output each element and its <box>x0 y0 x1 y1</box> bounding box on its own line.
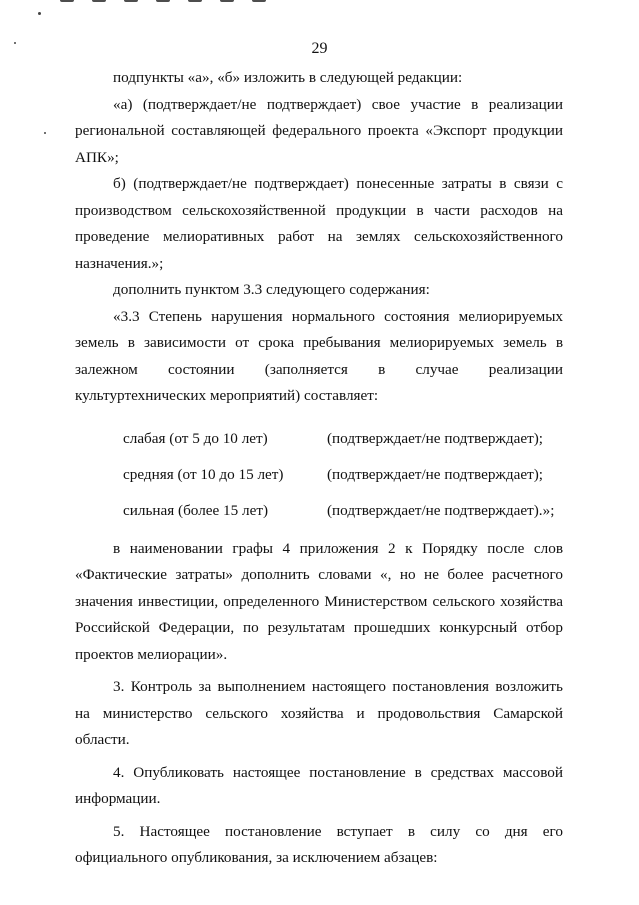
paragraph: в наименовании графы 4 приложения 2 к Порядку после слов «Фактические затраты» дополнить словами «, но не более расчетного значения инвестиции, определенного Министерством сельского хозяйства Российской Федерации, по результатам прошедших конкурсный отбор проектов мелиорации». <box>75 539 563 663</box>
paragraph: подпункты «а», «б» изложить в следующей редакции: <box>113 69 463 86</box>
scan-mark <box>220 0 234 2</box>
header-scan-marks <box>60 0 440 6</box>
degree-value: (подтверждает/не подтверждает); <box>327 429 544 447</box>
degree-label: слабая (от 5 до 10 лет) <box>123 429 268 447</box>
page-number: 29 <box>311 40 328 57</box>
degree-value: (подтверждает/не подтверждает).»; <box>327 501 555 519</box>
degree-value: (подтверждает/не подтверждает); <box>327 465 544 483</box>
scan-mark <box>124 0 138 2</box>
paragraph: «а) (подтверждает/не подтверждает) свое участие в реализации региональной составляющей федерального проекта «Экспорт продукции АПК»; <box>75 95 563 166</box>
scan-mark <box>92 0 106 2</box>
scan-mark <box>60 0 74 2</box>
scan-speck <box>44 132 46 134</box>
degree-label: средняя (от 10 до 15 лет) <box>123 465 284 483</box>
scan-mark <box>188 0 202 2</box>
paragraph: 5. Настоящее постановление вступает в силу со дня его официального опубликования, за исключением абзацев: <box>75 822 563 866</box>
scan-mark <box>252 0 266 2</box>
paragraph: б) (подтверждает/не подтверждает) понесенные затраты в связи с производством сельскохозяйственной продукции в части расходов на проведение мелиоративных работ на землях сельскохозяйственного назначения.»; <box>75 175 563 272</box>
degree-row <box>75 426 563 452</box>
scan-mark <box>156 0 170 2</box>
degree-row <box>75 498 563 524</box>
degree-label: сильная (более 15 лет) <box>123 501 269 519</box>
paragraph: дополнить пунктом 3.3 следующего содержания: <box>113 281 430 298</box>
paragraph: 3. Контроль за выполнением настоящего постановления возложить на министерство сельского хозяйства и продовольствия Самарской области. <box>75 678 563 748</box>
scan-speck <box>38 12 41 15</box>
paragraph: «3.3 Степень нарушения нормального состояния мелиорируемых земель в зависимости от срока пребывания мелиорируемых земель в залежном состоянии (заполняется в случае реализации культуртехнических мероприятий) составляет: <box>75 307 563 404</box>
degree-row <box>75 462 563 488</box>
paragraph: 4. Опубликовать настоящее постановление в средствах массовой информации. <box>75 763 563 807</box>
document-body <box>75 65 563 872</box>
